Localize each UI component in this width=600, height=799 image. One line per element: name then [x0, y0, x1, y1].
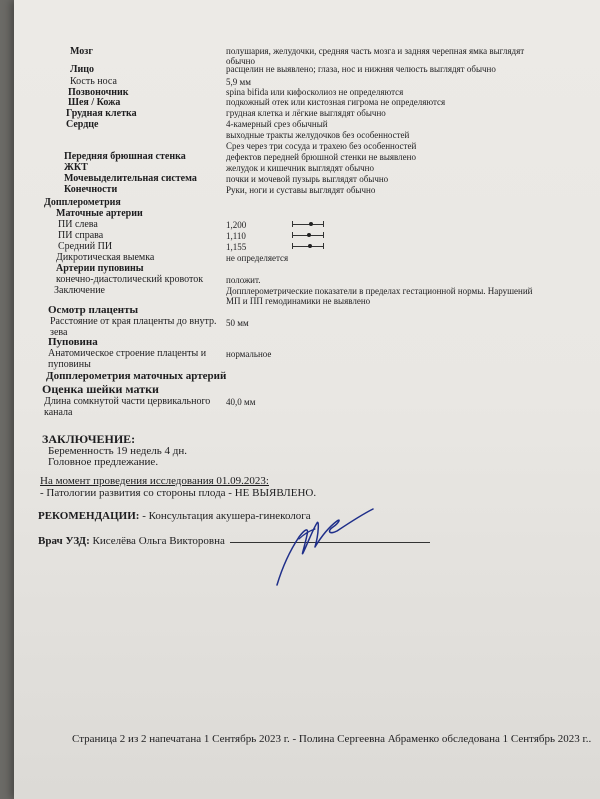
- pi-left-label: ПИ слева: [58, 219, 98, 230]
- gi-value: желудок и кишечник выглядят обычно: [226, 163, 374, 173]
- heart-value-3: Срез через три сосуда и трахею без особенностей: [226, 141, 417, 151]
- placenta-anatomy-value: нормальное: [226, 349, 272, 359]
- pi-right-marker-dot: [307, 233, 311, 237]
- placenta-anatomy-label-2: пуповины: [48, 359, 91, 370]
- heart-value-2: выходные тракты желудочков без особенностей: [226, 130, 410, 140]
- limbs-value: Руки, ноги и суставы выглядят обычно: [226, 185, 376, 195]
- notch-value: не определяется: [226, 253, 289, 263]
- pi-mean-value: 1,155: [226, 242, 247, 252]
- brain-value-cont: обычно: [226, 56, 255, 66]
- cervix-title: Оценка шейки матки: [42, 382, 159, 396]
- page-footer: Страница 2 из 2 напечатана 1 Сентябрь 2023 г. - Полина Сергеевна Абраменко обследована 1 Сентябрь 2023 г..: [72, 733, 592, 745]
- pi-right-range-marker: [292, 232, 324, 238]
- placenta-distance-label: Расстояние от края плаценты до внутр.: [50, 316, 217, 327]
- cervix-length-value: 40,0 мм: [226, 397, 256, 407]
- conclusion-presentation: Головное предлежание.: [48, 456, 159, 468]
- placenta-distance-value: 50 мм: [226, 318, 249, 328]
- spine-value: spina bifida или кифосколиоз не определяются: [226, 87, 404, 97]
- pi-mean-label: Средний ПИ: [58, 241, 113, 252]
- notch-label: Дикротическая выемка: [56, 252, 155, 263]
- pi-mean-range-marker: [292, 243, 324, 249]
- nasal-bone-label: Кость носа: [70, 76, 117, 87]
- placenta-title: Осмотр плаценты: [48, 304, 139, 316]
- brain-value: полушария, желудочки, средняя часть мозга и задняя черепная ямка выглядят: [226, 46, 525, 56]
- neck-skin-label: Шея / Кожа: [68, 97, 121, 108]
- gi-label: ЖКТ: [64, 162, 88, 173]
- signature: [269, 505, 379, 590]
- abdominal-wall-value: дефектов передней брюшной стенки не выявлено: [226, 152, 416, 162]
- doppler-title: Допплерометрия: [44, 197, 121, 208]
- document-page: [14, 0, 600, 799]
- brain-label: Мозг: [70, 46, 93, 57]
- edf-label: конечно-диастолический кровоток: [56, 274, 204, 285]
- pi-left-value: 1,200: [226, 220, 247, 230]
- pathology-finding: - Патологии развития со стороны плода - НЕ ВЫЯВЛЕНО.: [40, 487, 317, 499]
- recommendations-text: - Консультация акушера-гинеколога: [139, 510, 311, 522]
- cervix-length-label: Длина сомкнутой части цервикального: [44, 396, 211, 407]
- chest-label: Грудная клетка: [66, 108, 137, 119]
- spine-label: Позвоночник: [68, 87, 129, 98]
- nasal-bone-value: 5,9 мм: [226, 77, 251, 87]
- doppler-conclusion-value: Допплерометрические показатели в пределах гестационной нормы. Нарушений: [226, 286, 533, 296]
- umbilical-cord-title: Пуповина: [48, 336, 98, 348]
- edf-value: положит.: [226, 275, 261, 285]
- urinary-label: Мочевыделительная система: [64, 173, 197, 184]
- placenta-distance-label-2: зева: [50, 327, 68, 338]
- urinary-value: почки и мочевой пузырь выглядят обычно: [226, 174, 389, 184]
- doppler-conclusion-label: Заключение: [54, 285, 105, 296]
- pi-right-label: ПИ справа: [58, 230, 104, 241]
- pi-right-value: 1,110: [226, 231, 246, 241]
- heart-value: 4-камерный срез обычный: [226, 119, 328, 129]
- cervix-length-label-2: канала: [44, 407, 73, 418]
- heart-label: Сердце: [66, 119, 99, 130]
- face-label: Лицо: [70, 64, 94, 75]
- doctor-name: Киселёва Ольга Викторовна: [89, 535, 225, 547]
- limbs-label: Конечности: [64, 184, 118, 195]
- doctor-label: Врач УЗД:: [38, 535, 90, 547]
- uterine-arteries-title: Маточные артерии: [56, 208, 143, 219]
- recommendations-label: РЕКОМЕНДАЦИИ:: [38, 510, 140, 522]
- exam-date-line: На момент проведения исследования 01.09.2023:: [40, 475, 269, 487]
- neck-skin-value: подкожный отек или кистозная гигрома не определяются: [226, 97, 446, 107]
- face-value: расщелин не выявлено; глаза, нос и нижняя челюсть выглядят обычно: [226, 64, 496, 74]
- pi-mean-marker-dot: [308, 244, 312, 248]
- conclusion-title: ЗАКЛЮЧЕНИЕ:: [42, 432, 136, 446]
- pi-left-range-marker: [292, 221, 324, 227]
- umbilical-title: Артерии пуповины: [56, 263, 144, 274]
- chest-value: грудная клетка и лёгкие выглядят обычно: [226, 108, 386, 118]
- uterine-doppler-title: Допплерометрия маточных артерий: [46, 370, 227, 382]
- conclusion-pregnancy: Беременность 19 недель 4 дн.: [48, 445, 188, 457]
- abdominal-wall-label: Передняя брюшная стенка: [64, 151, 186, 162]
- doctor-line: [38, 535, 225, 547]
- pi-left-marker-dot: [309, 222, 313, 226]
- placenta-anatomy-label: Анатомическое строение плаценты и: [48, 348, 207, 359]
- doppler-conclusion-value-2: МП и ПП гемодинамики не выявлено: [226, 296, 371, 306]
